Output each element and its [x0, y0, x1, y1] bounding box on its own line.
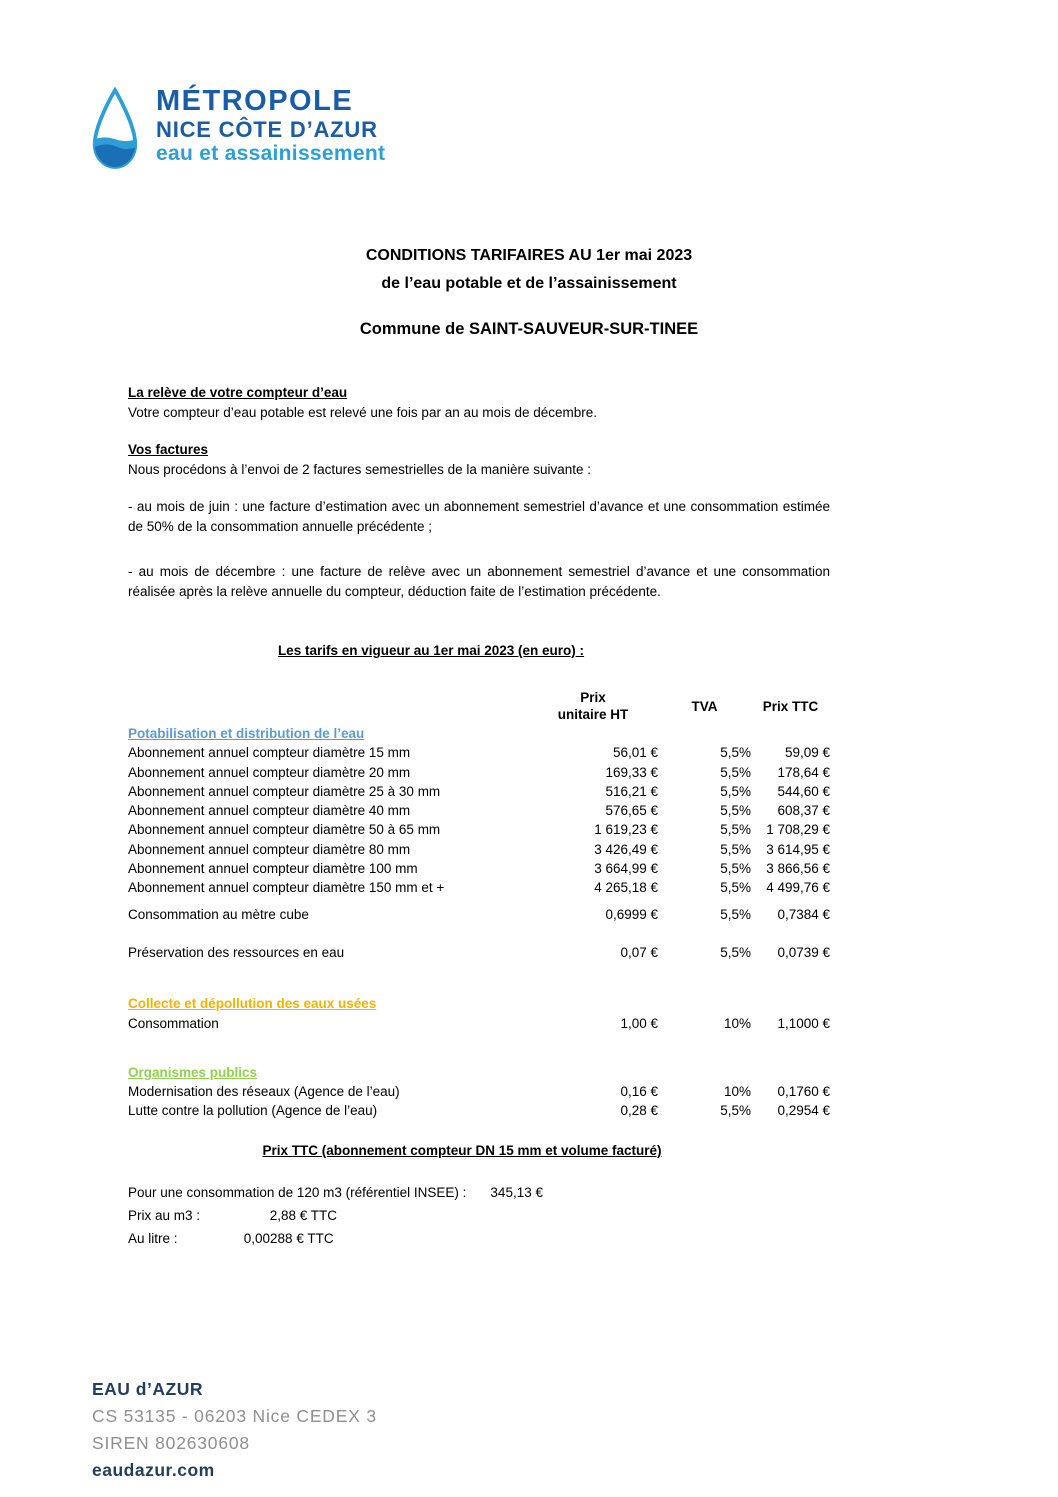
title-line-2: de l’eau potable et de l’assainissement — [381, 275, 677, 292]
tariff-price-ht: 0,16 € — [620, 1084, 658, 1100]
tariff-tva: 5,5% — [720, 841, 751, 857]
tariff-price-ht: 56,01 € — [612, 745, 658, 761]
tariff-label: Abonnement annuel compteur diamètre 20 mm — [128, 764, 411, 780]
heading-releve-compteur: La relève de votre compteur d’eau — [128, 385, 348, 400]
tariff-tva: 5,5% — [720, 944, 751, 960]
price-per-m3-line — [128, 1204, 830, 1227]
commune-line: Commune de SAINT-SAUVEUR-SUR-TINEE — [359, 320, 699, 338]
tariff-tva: 5,5% — [720, 764, 751, 780]
tariff-tva: 5,5% — [720, 822, 751, 838]
tariff-price-ht: 0,07 € — [620, 944, 658, 960]
tariff-price-ttc: 1 708,29 € — [766, 822, 830, 838]
tariff-tva: 5,5% — [720, 803, 751, 819]
tariff-price-ht: 576,65 € — [605, 803, 658, 819]
tariff-price-ht: 3 426,49 € — [594, 841, 658, 857]
tariff-price-ttc: 0,0739 € — [777, 944, 830, 960]
tariff-price-ht: 3 664,99 € — [594, 861, 658, 877]
tariff-price-ttc: 3 614,95 € — [766, 841, 830, 857]
tariff-label: Abonnement annuel compteur diamètre 50 à 65 mm — [128, 822, 441, 838]
tariffs-table — [128, 688, 830, 1121]
price-per-m3-value: 2,88 € TTC — [269, 1208, 338, 1223]
section-heading-collecte: Collecte et dépollution des eaux usées — [128, 996, 377, 1012]
insee-label: Pour une consommation de 120 m3 (référentiel INSEE) : — [128, 1185, 467, 1200]
tariff-price-ttc: 4 499,76 € — [766, 880, 830, 896]
table-row — [128, 782, 830, 801]
tariff-label: Abonnement annuel compteur diamètre 25 à 30 mm — [128, 783, 441, 799]
section-heading-potabilisation: Potabilisation et distribution de l’eau — [128, 726, 365, 741]
logo-line-metropole: MÉTROPOLE — [156, 85, 354, 117]
footer-company: EAU d’AZUR — [92, 1379, 203, 1399]
tariff-label: Consommation au mètre cube — [128, 906, 309, 922]
tariff-price-ttc: 608,37 € — [777, 803, 830, 819]
table-row — [128, 878, 830, 897]
paragraph-releve-compteur: Votre compteur d’eau potable est relevé une fois par an au mois de décembre. — [128, 405, 598, 420]
spacer — [128, 898, 830, 905]
tariff-label: Modernisation des réseaux (Agence de l’eau) — [128, 1084, 400, 1100]
spacer — [128, 962, 830, 994]
bullet-facture-decembre: - au mois de décembre : une facture de relève avec un abonnement semestriel d’avance et une consommation réalisée après la relève annuelle du compteur, déduction faite de l’estimation précédente. — [128, 564, 830, 599]
table-header-row — [128, 688, 830, 724]
title-line-1: CONDITIONS TARIFAIRES AU 1er mai 2023 — [365, 247, 693, 264]
table-header-spacer — [128, 688, 528, 724]
tariff-tva: 10% — [723, 1084, 751, 1100]
insee-value: 345,13 € — [490, 1185, 543, 1200]
logo-line-eau-assainissement: eau et assainissement — [156, 142, 386, 165]
tariff-price-ttc: 178,64 € — [777, 764, 830, 780]
tariff-label: Abonnement annuel compteur diamètre 40 mm — [128, 803, 411, 819]
tariff-price-ht: 0,28 € — [620, 1103, 658, 1119]
tariff-label: Abonnement annuel compteur diamètre 15 mm — [128, 745, 411, 761]
table-row — [128, 801, 830, 820]
insee-consumption-line — [128, 1181, 830, 1204]
heading-vos-factures: Vos factures — [128, 442, 209, 457]
tariff-tva: 5,5% — [720, 783, 751, 799]
table-row — [128, 1082, 830, 1101]
bullet-facture-juin: - au mois de juin : une facture d’estimation avec un abonnement semestriel d’avance et une consommation estimée de 50% de la consommation annuelle précédente ; — [128, 499, 830, 534]
prix-ttc-lines — [128, 1181, 830, 1250]
table-row — [128, 840, 830, 859]
price-per-litre-value: 0,00288 € TTC — [243, 1231, 334, 1246]
tariff-tva: 5,5% — [720, 861, 751, 877]
tariff-price-ht: 1,00 € — [620, 1015, 658, 1031]
tariff-label: Abonnement annuel compteur diamètre 80 mm — [128, 841, 411, 857]
table-row — [128, 820, 830, 839]
tariff-price-ht: 169,33 € — [605, 764, 658, 780]
tariff-price-ttc: 0,7384 € — [777, 906, 830, 922]
paragraph-vos-factures: Nous procédons à l’envoi de 2 factures semestrielles de la manière suivante : — [128, 462, 591, 477]
column-header-prix-unitaire-ht — [528, 688, 658, 724]
tariff-price-ttc: 3 866,56 € — [766, 861, 830, 877]
tariff-price-ttc: 544,60 € — [777, 783, 830, 799]
document-title — [0, 242, 1058, 339]
footer-website: eaudazur.com — [92, 1460, 215, 1480]
price-per-litre-line — [128, 1227, 830, 1250]
tariff-price-ht: 1 619,23 € — [594, 822, 658, 838]
footer — [92, 1376, 377, 1484]
table-row — [128, 763, 830, 782]
prix-ttc-heading: Prix TTC (abonnement compteur DN 15 mm et volume facturé) — [262, 1143, 662, 1158]
logo-line-nice-cote-azur: NICE CÔTE D’AZUR — [156, 117, 378, 142]
tariff-price-ht: 0,6999 € — [605, 906, 658, 922]
tariff-label: Lutte contre la pollution (Agence de l’eau) — [128, 1103, 378, 1119]
table-row — [128, 743, 830, 762]
tariff-price-ttc: 59,09 € — [784, 745, 830, 761]
tariff-price-ttc: 0,2954 € — [777, 1103, 830, 1119]
tariff-tva: 5,5% — [720, 880, 751, 896]
tariff-tva: 5,5% — [720, 745, 751, 761]
table-row — [128, 943, 830, 962]
column-header-prix-ttc: Prix TTC — [762, 698, 819, 714]
tariff-tva: 5,5% — [720, 1103, 751, 1119]
column-header-tva: TVA — [691, 698, 718, 714]
tariff-label: Consommation — [128, 1015, 219, 1031]
section-heading-organismes: Organismes publics — [128, 1064, 258, 1080]
column-header-prix: Prix — [580, 690, 606, 705]
table-row — [128, 905, 830, 924]
spacer — [128, 924, 830, 943]
footer-address: CS 53135 - 06203 Nice CEDEX 3 — [92, 1406, 377, 1426]
footer-siren: SIREN 802630608 — [92, 1433, 250, 1453]
table-row — [128, 1014, 830, 1033]
tariff-label: Abonnement annuel compteur diamètre 150 mm et + — [128, 880, 445, 896]
metropole-logo — [88, 85, 385, 178]
tariff-tva: 5,5% — [720, 906, 751, 922]
tariff-label: Préservation des ressources en eau — [128, 944, 345, 960]
price-per-m3-label: Prix au m3 : — [128, 1208, 201, 1223]
tariff-label: Abonnement annuel compteur diamètre 100 mm — [128, 861, 418, 877]
water-drop-icon — [88, 85, 142, 178]
tariff-price-ht: 4 265,18 € — [594, 880, 658, 896]
logo-text — [156, 85, 385, 166]
column-header-unitaire-ht: unitaire HT — [557, 707, 629, 722]
tariff-price-ttc: 1,1000 € — [777, 1015, 830, 1031]
spacer — [128, 1033, 830, 1063]
table-row — [128, 859, 830, 878]
tariff-price-ht: 516,21 € — [605, 783, 658, 799]
tariff-price-ttc: 0,1760 € — [777, 1084, 830, 1100]
price-per-litre-label: Au litre : — [128, 1231, 178, 1246]
tariffs-heading: Les tarifs en vigueur au 1er mai 2023 (en euro) : — [277, 643, 585, 658]
table-row — [128, 1101, 830, 1120]
tariff-tva: 10% — [723, 1015, 751, 1031]
intro-section — [128, 383, 830, 602]
